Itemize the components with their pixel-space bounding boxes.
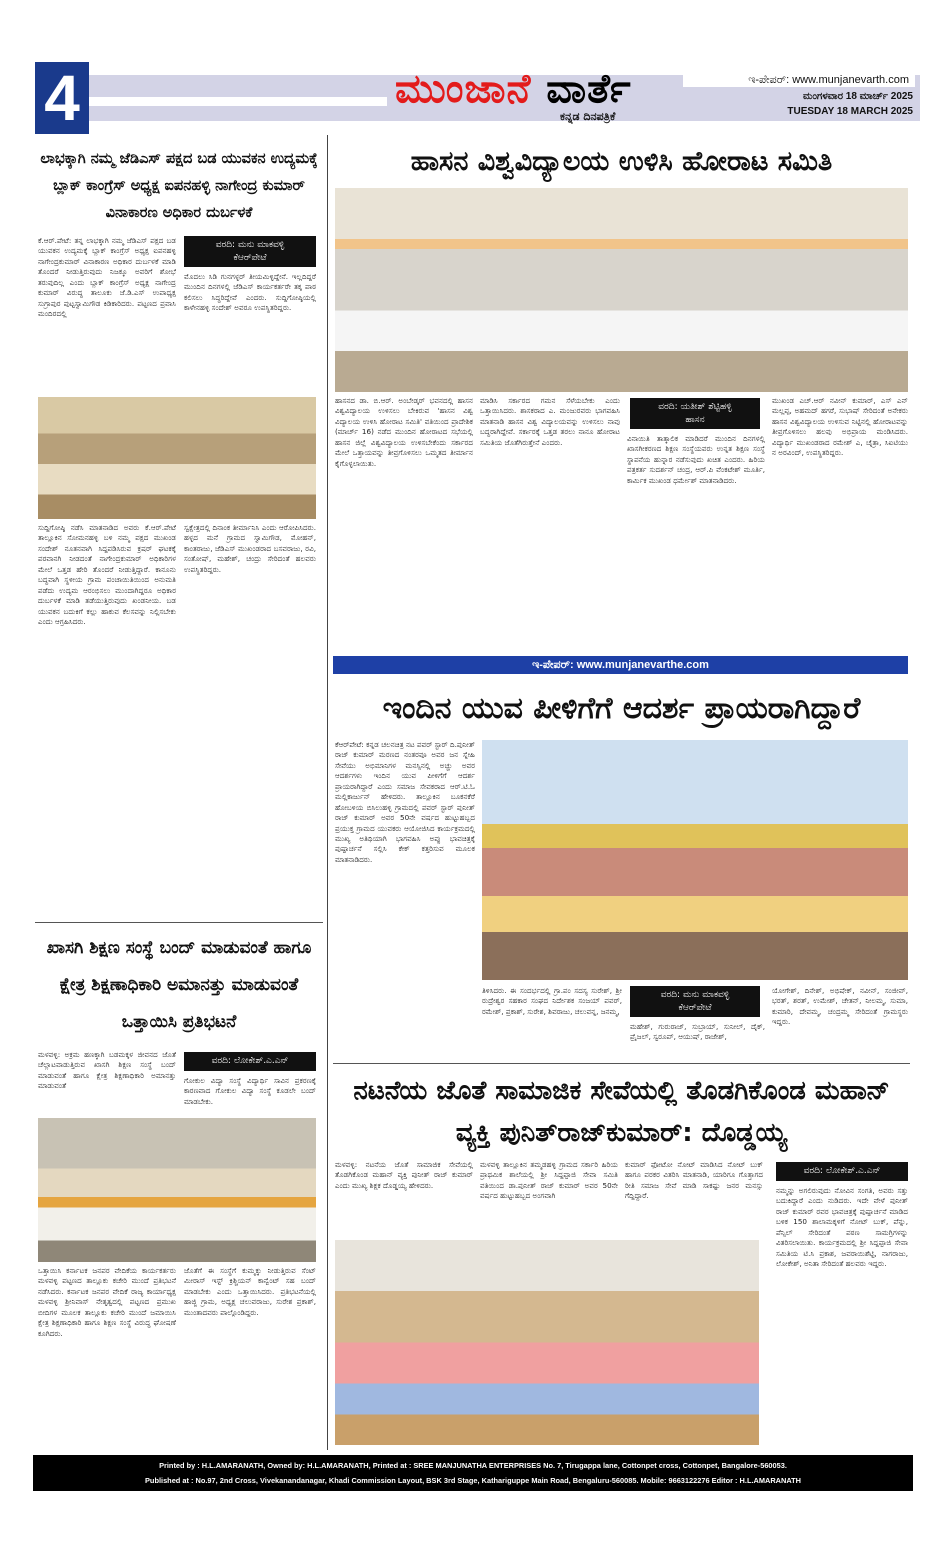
article2-headline: ಖಾಸಗಿ ಶಿಕ್ಷಣ ಸಂಸ್ಥೆ ಬಂದ್ ಮಾಡುವಂತೆ ಹಾಗೂ ಕ್ಷೇತ್ರ ಶಿಕ್ಷಣಾಧಿಕಾರಿ ಅಮಾನತ್ತು ಮಾಡುವಂತೆ ಒತ್ತಾಯಿಸಿ ಪ್ರತಿಭಟನೆ <box>46 938 312 1032</box>
column-divider <box>327 135 328 1450</box>
article5-col1: ಮಳವಳ್ಳಿ: ನಟನೆಯ ಜೊತೆ ಸಾಮಾಜಿಕ ಸೇವೆಯಲ್ಲಿ ತೊಡಗಿಕೊಂಡ ಮಹಾನ್ ವ್ಯಕ್ತಿ ಪುನೀತ್ ರಾಜ್ ಕುಮಾರ್ ಎಂದು ಮುಖ್ಯ ಶಿಕ್ಷಕ ದೊಡ್ಡಯ್ಯ ಹೇಳಿದರು. <box>335 1160 473 1190</box>
masthead-black: ವಾರ್ತೆ <box>546 66 632 112</box>
byline-name: ವರದಿ: ಮನು ಮಾಕವಳ್ಳಿ <box>660 990 730 1000</box>
article1-body: ಕೆ.ಆರ್.ಪೇಟೆ: ತನ್ನ ಲಾಭಕ್ಕಾಗಿ ನಮ್ಮ ಜೆಡಿಎಸ್ ಪಕ್ಷದ ಬಡ ಯುವಕನ ಉದ್ಯಮಕ್ಕೆ ಬ್ಲಾಕ್ ಕಾಂಗ್ರೆಸ್ ಅಧ್ಯಕ್ಷ ಐಪನಹಳ್ಳಿ ನಾಗೇಂದ್ರಕುಮಾರ್ ವಿನಾಕಾರಣ ಅಧಿಕಾರ ದುರ್ಬಳಕೆ ಮಾಡಿ ತೊಂದರೆ ನೀಡುತ್ತಿರುವುದು ನಿಜಕ್ಕೂ ಅವರಿಗೆ ಶೋಭೆ ತರುವುದಿಲ್ಲ ಎಂದು ಬ್ಲಾಕ್ ಕಾಂಗ್ರೆಸ್ ಅಧ್ಯಕ್ಷ ನಾಗೇಂದ್ರ ಕುಮಾರ್ ವಿರುದ್ಧ ತಾಲೂಕು ಜೆ.ಡಿ.ಎಸ್ ಉಪಾಧ್ಯಕ್ಷ ಸುಗ್ರಾಪುರ ಪುಟ್ಟಸ್ವಾಮಿಗೌಡ ಕಿಡಿಕಾರಿದರು. ಪಟ್ಟಣದ ಪ್ರವಾಸಿ ಮಂದಿರದಲ್ಲಿ <box>38 236 176 319</box>
article1-body: ಸುದ್ದಿಗೋಷ್ಠಿ ನಡೆಸಿ ಮಾತನಾಡಿದ ಅವರು ಕೆ.ಆರ್.ಪೇಟೆ ತಾಲ್ಲೂಕಿನ ಸೋಮನಹಳ್ಳಿ ಬಳಿ ನಮ್ಮ ಪಕ್ಷದ ಮುಖಂಡ ಸಂದೇಶ್ ನೂತನವಾಗಿ ಸಿದ್ದಪಡಿಸಿರುವ ಕ್ರಷರ್ ಘಟಕಕ್ಕೆ ಪರವಾನಗಿ ನೀಡದಂತೆ ನಾಗೇಂದ್ರಕುಮಾರ್ ಅಧಿಕಾರಿಗಳ ಮೇಲೆ ಒತ್ತಡ ಹೇರಿ ತೊಂದರೆ ನೀಡುತ್ತಿದ್ದಾರೆ. ಕಾನೂನು ಬದ್ಧವಾಗಿ ಸ್ಥಳೀಯ ಗ್ರಾಮ ಪಂಚಾಯಿತಿಯಿಂದ ಅನುಮತಿ ಪಡೆದು ಉದ್ಯಮ ಆರಂಭಿಸಲು ಮುಂದಾಗಿದ್ದರೂ ಅಧಿಕಾರ ದುರ್ಬಳಕೆ ಮಾಡಿ ತಡೆಯುತ್ತಿರುವುದು ಖಂಡನೀಯ. ಬಡ ಯುವಕನ ಬದುಕಿಗೆ ಕಲ್ಲು ಹಾಕುವ ಕೆಲಸವನ್ನು ನಿಲ್ಲಿಸಬೇಕು ಎಂದು ಆಗ್ರಹಿಸಿದರು. <box>38 523 176 626</box>
article3-headline: ಹಾಸನ ವಿಶ್ವವಿದ್ಯಾಲಯ ಉಳಿಸಿ ಹೋರಾಟ ಸಮಿತಿ <box>410 146 833 177</box>
date-english: TUESDAY 18 MARCH 2025 <box>787 106 913 117</box>
masthead <box>395 66 632 112</box>
epaper-banner[interactable]: ಇ-ಪೇಪರ್: www.munjanevarthe.com <box>333 656 908 674</box>
divider <box>35 922 323 923</box>
article5-headline: ನಟನೆಯ ಜೊತೆ ಸಾಮಾಜಿಕ ಸೇವೆಯಲ್ಲಿ ತೊಡಗಿಕೊಂಡ ಮಹಾನ್ ವ್ಯಕ್ತಿ ಪುನಿತ್‌ರಾಜ್‌ಕುಮಾರ್: ದೊಡ್ಡಯ್ಯ <box>353 1076 890 1148</box>
article2-body: ಗೋಕುಲ ವಿದ್ಯಾ ಸಂಸ್ಥೆ ವಿದ್ಯಾರ್ಥಿ ಸಾವಿನ ಪ್ರಕರಣಕ್ಕೆ ಕಾರಣವಾದ ಗೋಕುಲ ವಿದ್ಯಾ ಸಂಸ್ಥೆ ಕೂಡಲೇ ಬಂದ್ ಮಾಡಬೇಕು. <box>184 1076 316 1106</box>
divider <box>333 1063 910 1064</box>
article2-byline: ವರದಿ: ಲೋಕೇಶ್.ಎ.ಎನ್ <box>184 1052 316 1071</box>
article5-col2: ಮಳವಳ್ಳಿ ತಾಲ್ಲೂಕಿನ ತಮ್ಮಡಹಳ್ಳಿ ಗ್ರಾಮದ ಸರ್ಕಾರಿ ಹಿರಿಯ ಪ್ರಾಥಮಿಕ ಶಾಲೆಯಲ್ಲಿ ಶ್ರೀ ಸಿದ್ದಪ್ಪಾಜಿ ಸೇವಾ ಸಮಿತಿ ವತಿಯಿಂದ ಡಾ.ಪುನೀತ್ ರಾಜ್ ಕುಮಾರ್ ಅವರ 50ನೇ ವರ್ಷದ ಹುಟ್ಟುಹಬ್ಬದ ಅಂಗವಾಗಿ <box>480 1160 618 1201</box>
date-kannada: ಮಂಗಳವಾರ 18 ಮಾರ್ಚ್ 2025 <box>802 91 913 102</box>
article1-body: ಸ್ವಕ್ಷೇತ್ರದಲ್ಲಿ ದಿನಾಂಕ ತೀರ್ಮಾನಿಸಿ ಎಂದು ಆರೋಪಿಸಿದರು. ಹಳ್ಳದ ಮನೆ ಗ್ರಾಮದ ಸ್ವಾಮಿಗೌಡ, ಮೋಹನ್, ಕಾಂತರಾಜು, ಜೆಡಿಎಸ್ ಮುಖಂಡರಾದ ಬಸವರಾಜು, ರವಿ, ಸಂತೋಷ್, ಮಹೇಶ್, ಚಂದ್ರು ಸೇರಿದಂತೆ ಹಲವರು ಉಪಸ್ಥಿತರಿದ್ದರು. <box>184 523 316 574</box>
article4-col2: ತಿಳಿಸಿದರು. ಈ ಸಂದರ್ಭದಲ್ಲಿ ಗ್ರಾ.ಪಂ ಸದಸ್ಯ ಸುರೇಶ್, ಶ್ರೀ ರುದ್ರೇಶ್ವರ ಸಹಕಾರ ಸಂಘದ ನಿರ್ದೇಶಕ ಸಂಜಯ್ ಪವರ್, ರಮೇಶ್, ಪ್ರಕಾಶ್, ಸುರೇಶ, ಶಿವರಾಜು, ಚಲುವನ್ನ, ಜನಮ್ಮ, <box>482 986 622 1016</box>
article1-photo-meeting <box>38 397 316 519</box>
footer-imprint <box>33 1455 913 1491</box>
article3-col1: ಹಾಸನದ ಡಾ. ಬಿ.ಆರ್. ಅಂಬೇಡ್ಕರ್ ಭವನದಲ್ಲಿ ಹಾಸನ ವಿಶ್ವವಿದ್ಯಾಲಯ ಉಳಿಸಲು ಬೇಕಿರುವ 'ಹಾಸನ ವಿಶ್ವ ವಿದ್ಯಾಲಯ ಉಳಿಸಿ ಹೋರಾಟ ಸಮಿತಿ' ವತಿಯಿಂದ ಪ್ರಾದೇಶಿಕ (ಮಾರ್ಚ್ 16) ನಡೆದ ಮುಂದಿನ ಹೋರಾಟದ ಸಭೆಯಲ್ಲಿ ಹಾಸನ ಜಿಲ್ಲೆ ವಿಶ್ವವಿದ್ಯಾಲಯ ಉಳಿಸಬೇಕೆಂದು ಸರ್ಕಾರದ ಮೇಲೆ ಒತ್ತಾಯವನ್ನು ತೀವ್ರಗೊಳಿಸಲು ಒಮ್ಮತದ ತೀರ್ಮಾನ ಕೈಗೊಳ್ಳಲಾಯಿತು. <box>335 396 473 468</box>
article5-col4: ನಮ್ಮನ್ನು ಅಗಲಿರುವುದು ನೋವಿನ ಸಂಗತಿ, ಅವರು ಸತ್ತು ಬದುಕಿದ್ದಾರೆ ಎಂದು ನುಡಿದರು. ಇದೇ ವೇಳೆ ಪುನೀತ್ ರಾಜ್ ಕುಮಾರ್ ರವರ ಭಾವಚಿತ್ರಕ್ಕೆ ಪುಷ್ಪಾರ್ಚನೆ ಮಾಡಿದ ಬಳಿಕ 150 ಶಾಲಾಮಕ್ಕಳಿಗೆ ನೋಟ್ ಬುಕ್, ಪೆನ್ನು, ಪೆನ್ಸಿಲ್ ಸೇರಿದಂತೆ ಪಠಣ ಸಾಮಗ್ರಿಗಳನ್ನು ವಿತರಿಸಲಾಯಿತು. ಕಾರ್ಯಕ್ರಮದಲ್ಲಿ ಶ್ರೀ ಸಿದ್ದಪ್ಪಾಜಿ ಸೇವಾ ಸಮಿತಿಯ ಟಿ.ಸಿ ಪ್ರಕಾಶ, ಜವರಾಯಿಶೆಟ್ಟಿ, ನಾಗರಾಜು, ಲೋಕೇಶ್, ಅನಿತಾ ಸೇರಿದಂತೆ ಹಲವರು ಇದ್ದರು. <box>776 1186 908 1269</box>
article3-photo-meeting <box>335 188 908 392</box>
article3-col4: ಮುಖಂಡ ಎಚ್.ಆರ್ ನವೀನ್ ಕುಮಾರ್, ಎಸ್ ಎನ್ ಮಲ್ಲಪ್ಪ, ಅಹಮದ್ ಹಗರೆ, ಸುಭಾಷ್ ಸೇರಿದಂತೆ ಅನೇಕರು ಹಾಸನ ವಿಶ್ವವಿದ್ಯಾಲಯ ಉಳಿಸುವ ನಿಟ್ಟಿನಲ್ಲಿ ಹೋರಾಟವನ್ನು ತೀವ್ರಗೊಳಿಸಲು ಹಲವು ಅಭಿಪ್ರಾಯ ಮಂಡಿಸಿದರು. ವಿದ್ಯಾರ್ಥಿ ಮುಖಂಡರಾದ ರಮೇಶ್ ಎ, ಚೈತ್ರಾ, ಸಿಐಟಿಯು ನ ಅರವಿಂದ್, ಉಪಸ್ಥಿತರಿದ್ದರು. <box>772 396 908 458</box>
article4-col1: ಕೆಆರ್‌ಪೇಟೆ: ಕನ್ನಡ ಚಲನಚಿತ್ರ ನಟ ಪವರ್ ಸ್ಟಾರ್ ದಿ.ಪುನೀತ್ ರಾಜ್ ಕುಮಾರ್ ಮರಣದ ನಂತರವೂ ಅವರ ಜನ ಸ್ನೇಹಿ ಸೇವೆಯು ಅಭಿಮಾನಿಗಳ ಮನಸ್ಸಿನಲ್ಲಿ ಅಚ್ಚು ಅವರ ಆದರ್ಶಗಳು ಇಂದಿನ ಯುವ ಪೀಳಿಗೆಗೆ ಆದರ್ಶ ಪ್ರಾಯರಾಗಿದ್ದಾರೆ ಎಂದು ಸಮಾಜ ಸೇವಕರಾದ ಆರ್.ಟಿ.ಓ ಮಲ್ಲಿಕಾರ್ಜುನ್ ಹೇಳಿದರು. ತಾಲ್ಲೂಕಿನ ಬೂಕನಕೆರೆ ಹೋಬಳಿಯ ಬಿಸಿಲುಹಳ್ಳಿ ಗ್ರಾಮದಲ್ಲಿ ಪವರ್ ಸ್ಟಾರ್ ಪುನೀತ್ ರಾಜ್ ಕುಮಾರ್ ಅವರ 50ನೇ ವರ್ಷದ ಹುಟ್ಟುಹಬ್ಬದ ಪ್ರಯುಕ್ತ ಗ್ರಾಮದ ಯುವಕರು ಆಯೋಜಿಸಿದ ಕಾರ್ಯಕ್ರಮದಲ್ಲಿ ಮುಖ್ಯ ಅತಿಥಿಯಾಗಿ ಭಾಗವಹಿಸಿ ಅಪ್ಪು ಭಾವಚಿತ್ರಕ್ಕೆ ಪುಷ್ಪಾರ್ಚನೆ ಸಲ್ಲಿಸಿ ಕೇಕ್ ಕತ್ತರಿಸುವ ಮೂಲಕ ಮಾತನಾಡಿದರು. <box>335 740 475 864</box>
page-number: 4 <box>35 62 89 134</box>
masthead-red: ಮುಂಜಾನೆ <box>395 66 532 112</box>
article1-body: ಮೊದಲು ಸಿಡಿ ಗುನಗಳ್ಳರ್ ತೀಯಮಿಳ್ಳಿದ್ದೇನೆ. ಇಲ್ಲದಿದ್ದರೆ ಮುಂದಿನ ದಿನಗಳಲ್ಲಿ ಜೆಡಿಎಸ್ ಕಾರ್ಯಕರ್ತರೇ ತಕ್ಕ ಪಾಠ ಕಲಿಸಲು ಸಿದ್ಧರಿದ್ದೇವೆ ಎಂದರು. ಸುದ್ದಿಗೋಷ್ಠಿಯಲ್ಲಿ ಕಾಳೇನಹಳ್ಳಿ ಸಂದೇಶ್ ಅವರೂ ಉಪಸ್ಥಿತರಿದ್ದರು. <box>184 272 316 313</box>
article1-byline <box>184 236 316 267</box>
article4-photo-celebration <box>482 740 908 980</box>
article2-photo-protest <box>38 1118 316 1262</box>
footer-line1: Printed by : H.L.AMARANATH, Owned by: H.L.AMARANATH, Printed at : SREE MANJUNATHA ENTERPRISES No. 7, Tirugappa lane, Cottonpet cross, Cottonpet, Bangalore-560053. <box>159 1461 787 1470</box>
article4-byline <box>630 986 760 1017</box>
byline-name: ವರದಿ: ಯತೀಶ್ ಶೆಟ್ಟಿಹಳ್ಳಿ <box>658 402 732 412</box>
article2-body: ಮಳವಳ್ಳಿ: ಅಕ್ರಮ ಹಣಕ್ಕಾಗಿ ಬಡಮಕ್ಕಳ ಜೀವನದ ಜೊತೆ ಚೆಲ್ಲಾಟವಾಡುತ್ತಿರುವ ಖಾಸಗಿ ಶಿಕ್ಷಣ ಸಂಸ್ಥೆ ಬಂದ್ ಮಾಡುವಂತೆ ಹಾಗೂ ಕ್ಷೇತ್ರ ಶಿಕ್ಷಣಾಧಿಕಾರಿ ಅಮಾನತ್ತು ಮಾಡುವಂತೆ <box>38 1050 176 1091</box>
article5-photo-children <box>335 1240 759 1445</box>
article1-headline: ಲಾಭಕ್ಕಾಗಿ ನಮ್ಮ ಜೆಡಿಎಸ್ ಪಕ್ಷದ ಬಡ ಯುವಕನ ಉದ್ಯಮಕ್ಕೆ ಬ್ಲಾಕ್ ಕಾಂಗ್ರೆಸ್ ಅಧ್ಯಕ್ಷ ಐಪನಹಳ್ಳಿ ನಾಗೇಂದ್ರ ಕುಮಾರ್ ವಿನಾಕಾರಣ ಅಧಿಕಾರ ದುರ್ಬಳಕೆ <box>40 151 318 221</box>
article3-col2: ಮಾಡಿಸಿ ಸರ್ಕಾರದ ಗಮನ ಸೆಳೆಯಬೇಕು ಎಂದು ಒತ್ತಾಯಿಸಿದರು. ಶಾಸಕರಾದ ಎ. ಮಂಜುರವರು ಭಾಗವಹಿಸಿ ಮಾತನಾಡಿ ಹಾಸನ ವಿಶ್ವ ವಿದ್ಯಾಲಯವನ್ನು ಉಳಿಸಲು ನಾವು ಬದ್ಧರಾಗಿದ್ದೇವೆ. ಸರ್ಕಾರಕ್ಕೆ ಒತ್ತಡ ತರಲು ನಾನೂ ಹೋರಾಟ ಸಮಿತಿಯ ಜೊತೆಗಿರುತ್ತೇನೆ ಎಂದರು. <box>480 396 620 447</box>
article4-headline: ಇಂದಿನ ಯುವ ಪೀಳಿಗೆಗೆ ಆದರ್ಶ ಪ್ರಾಯರಾಗಿದ್ದಾರೆ <box>382 691 861 726</box>
article2-body: ಜೊತೆಗೆ ಈ ಸಂಸ್ಥೆಗೆ ಕುಮ್ಮಕ್ಕು ನೀಡುತ್ತಿರುವ ಸೆಂಟ್ ಮೀರಾಸ್ ಇಸ್ಟ್ ಕ್ರಿಶ್ಚಿಯನ್ ಕಾನ್ವೆಂಟ್ ಸಹ ಬಂದ್ ಮಾಡಬೇಕು ಎಂದು ಒತ್ತಾಯಿಸಿದರು. ಪ್ರತಿಭಟನೆಯಲ್ಲಿ ಹಾಜ್ಜಿ ಗ್ರಾಮ, ಅಧ್ಯಕ್ಷ ಚಲುವರಾಜು, ಸುರೇಶ ಪ್ರಕಾಶ್, ಮುಂತಾದವರು ಪಾಲ್ಗೊಂಡಿದ್ದರು. <box>184 1266 316 1317</box>
byline-name: ವರದಿ: ಮನು ಮಾಕವಳ್ಳಿ <box>215 240 285 250</box>
byline-place: ಕೆಆರ್‌ಪೇಟೆ <box>678 1002 712 1013</box>
article5-col3: ಕುಮಾರ್ ಫೋಟೋ ನೋಟ್ ಮಾಡಿಸಿದ ನೋಟ್ ಬುಕ್ ಹಾಗೂ ಪರಕರ ವಿತರಿಸಿ ಮಾತನಾಡಿ, ಯಾರಿಗೂ ಗೊತ್ತಾಗದ ರೀತಿ ಸಮಾಜ ಸೇವೆ ಮಾಡಿ ಸಾಕಷ್ಟು ಜನರ ಮನಸ್ಸು ಗೆದ್ದಿದ್ದಾರೆ. <box>625 1160 763 1201</box>
epaper-link[interactable]: ಇ-ಪೇಪರ್: www.munjanevarth.com <box>683 73 915 87</box>
article4-col3: ಮಹೇಶ್, ಗುರುರಾಜ್, ಸುಬ್ರಾಯ್, ಸುನೀಲ್, ದೈಕ್, ಪ್ರೈಜಲ್, ಸ್ವರೂಪ್, ಆಯುಷ್, ರಾಜೇಶ್, <box>630 1022 765 1042</box>
footer-line2: Published at : No.97, 2nd Cross, Vivekanandanagar, Khadi Commission Layout, BSK 3rd Stage, Kathariguppe Main Road, Bengaluru-560085. Mobile: 9663122276 Editor : H.L.AMARANATH <box>145 1476 801 1485</box>
byline-place: ಕೆಆರ್‌ಪೇಟೆ <box>233 252 267 263</box>
article3-col3: ವಿನಾಯಿತಿ ತಾತ್ಕಾಲಿಕ ಮಾಡಿದರೆ ಮುಂದಿನ ದಿನಗಳಲ್ಲಿ ಖಾಸಗೀಕರಣದ ಶಿಕ್ಷಣ ಸಂಸ್ಥೆಯವರು ಉನ್ನತ ಶಿಕ್ಷಣ ಸಂಸ್ಥೆ ಸ್ಥಾಪನೆಯ ಹುನ್ನಾರ ನಡೆಸುವುದು ಖಚಿತ ಎಂದರು. ಹಿರಿಯ ಪತ್ರಕರ್ತ ಸುದರ್ಶನ್ ಚಂದ್ರ, ಆರ್.ಪಿ ವೆಂಕಟೇಶ್ ಮೂರ್ತಿ, ಕಾರ್ಮಿಕ ಮುಖಂಡ ಧರ್ಮೇಶ್ ಮಾತನಾಡಿದರು. <box>627 434 765 485</box>
article5-byline: ವರದಿ: ಲೋಕೇಶ್.ಎ.ಎನ್ <box>776 1162 908 1181</box>
tagline: ಕನ್ನಡ ದಿನಪತ್ರಿಕೆ <box>560 110 616 123</box>
byline-place: ಹಾಸನ <box>685 414 705 425</box>
article4-col4: ಯೋಗೇಶ್, ದಿನೇಶ್, ಅಭಿಷೇಕ್, ನವೀನ್, ಸಂಜೀವ್, ಭರತ್, ಶರತ್, ಉಮೇಶ್, ಚೇತನ್, ನೀಲಮ್ಮ, ಸುಮಾ, ಕುಮಾರಿ, ದೇವಮ್ಮ, ಚಂದ್ರಮ್ಮ ಸೇರಿದಂತೆ ಗ್ರಾಮಸ್ಥರು ಇದ್ದರು. <box>772 986 908 1027</box>
article3-byline <box>630 398 760 429</box>
article2-body: ಒತ್ತಾಯಿಸಿ ಕರ್ನಾಟಕ ಜನಪರ ವೇದಿಕೆಯ ಕಾರ್ಯಕರ್ತರು ಮಳವಳ್ಳಿ ಪಟ್ಟಣದ ತಾಲ್ಲೂಕು ಕಚೇರಿ ಮುಂದೆ ಪ್ರತಿಭಟನೆ ನಡೆಸಿದರು. ಕರ್ನಾಟಕ ಜನಪರ ವೇದಿಕೆ ರಾಜ್ಯ ಕಾರ್ಯಾಧ್ಯಕ್ಷ ಮಳವಳ್ಳಿ ಶ್ರೀನಿವಾಸ್ ನೇತೃತ್ವದಲ್ಲಿ ಪಟ್ಟಣದ ಪ್ರಮುಖ ಬೀದಿಗಳ ಮೂಲಕ ತಾಲ್ಲೂಕು ಕಚೇರಿ ಮುಂದೆ ಜಮಾಯಿಸಿ ಕ್ಷೇತ್ರ ಶಿಕ್ಷಣಾಧಿಕಾರಿ ಹಾಗೂ ಶಿಕ್ಷಣ ಸಂಸ್ಥೆ ವಿರುದ್ಧ ಘೋಷಣೆ ಕೂಗಿದರು. <box>38 1266 176 1338</box>
